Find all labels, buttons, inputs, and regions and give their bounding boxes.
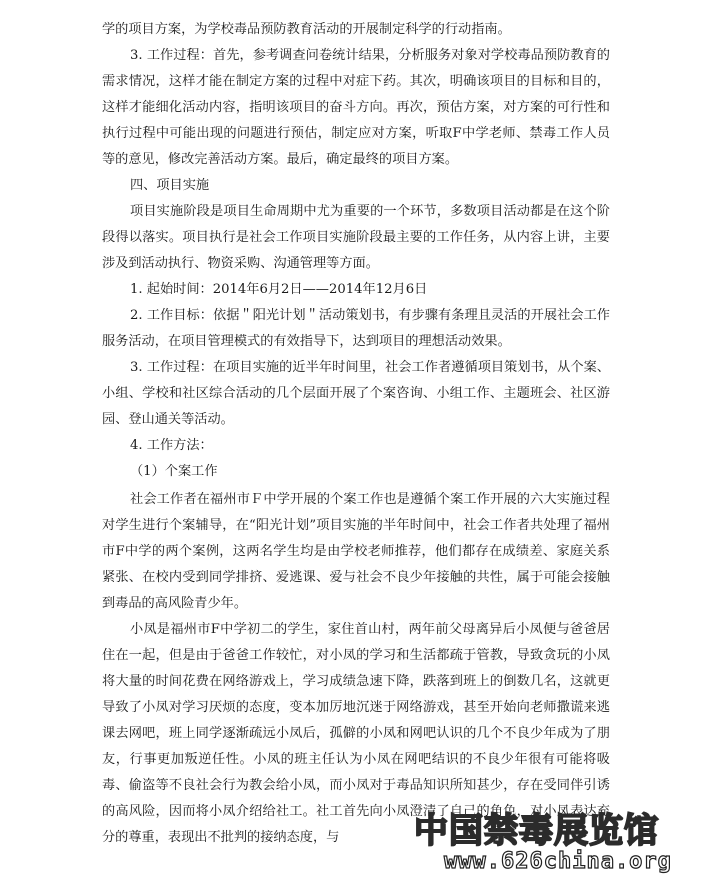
paragraph-case-xiaofeng: 小凤是福州市F中学初二的学生，家住首山村，两年前父母离异后小凤便与爸爸居住在一起，但是由于爸爸工作较忙，对小凤的学习和生活都疏于管教，导致贪玩的小凤将大量的时间花费在网络游戏上，学习成绩急速下降，跌落到班上的倒数几名，这就更导致了小凤对学习厌烦的态度，变本加厉地沉迷于网络游戏，甚至开始向老师撒谎来逃课去网吧，班上同学逐渐疏远小凤后，孤僻的小凤和网吧认识的几个不良少年成为了朋友，行事更加叛逆任性。小凤的班主任认为小凤在网吧结识的不良少年很有可能将吸毒、偷盗等不良社会行为教会给小凤，而小凤对于毒品知识所知甚少，存在受同伴引诱的高风险，因而将小凤介绍给社工。社工首先向小凤澄清了自己的角色，对小凤表达充分的尊重，表现出不批判的接纳态度，与 [102,622,610,845]
paragraph-work-method: 4. 工作方法： [130,438,213,453]
paragraph-start-time: 1. 起始时间：2014年6月2日——2014年12月6日 [130,282,428,297]
watermark-url: www.626china.org [444,849,672,874]
watermark-title: 中国禁毒展览馆 [414,811,659,851]
paragraph-case-work-description: 社会工作者在福州市Ｆ中学开展的个案工作也是遵循个案工作开展的六大实施过程对学生进行个案辅导，在“阳光计划”项目实施的半年时间中，社会工作者共处理了福州市F中学的两个案例，这两名学生均是由学校老师推荐，他们都存在成绩差、家庭关系紧张、在校内受到同学排挤、爱逃课、爱与社会不良少年接触的共性，属于可能会接触到毒品的高风险青少年。 [102,492,610,611]
paragraph-plan-end: 学的项目方案，为学校毒品预防教育活动的开展制定科学的行动指南。 [102,22,511,37]
subheading-case-work: （1）个案工作 [130,464,218,479]
paragraph-work-goal: 2. 工作目标：依据＂阳光计划＂活动策划书，有步骤有条理且灵活的开展社会工作服务活动，在项目管理模式的有效指导下，达到项目的理想活动效果。 [102,308,610,349]
section-heading-project-implementation: 四、项目实施 [130,178,210,193]
paragraph-implementation-intro: 项目实施阶段是项目生命周期中尤为重要的一个环节，多数项目活动都是在这个阶段得以落实。项目执行是社会工作项目实施阶段最主要的工作任务，从内容上讲，主要涉及到活动执行、物资采购、沟通管理等方面。 [102,204,610,271]
paragraph-work-process-planning: 3. 工作过程：首先，参考调查问卷统计结果，分析服务对象对学校毒品预防教育的需求情况，这样才能在制定方案的过程中对症下药。其次，明确该项目的目标和目的，这样才能细化活动内容，指明该项目的奋斗方向。再次，预估方案，对方案的可行性和执行过程中可能出现的问题进行预估，制定应对方案，听取F中学老师、禁毒工作人员等的意见，修改完善活动方案。最后，确定最终的项目方案。 [102,48,610,167]
paragraph-work-process-implementation: 3. 工作过程：在项目实施的近半年时间里，社会工作者遵循项目策划书，从个案、小组、学校和社区综合活动的几个层面开展了个案咨询、小组工作、主题班会、社区游园、登山通关等活动。 [102,360,610,427]
